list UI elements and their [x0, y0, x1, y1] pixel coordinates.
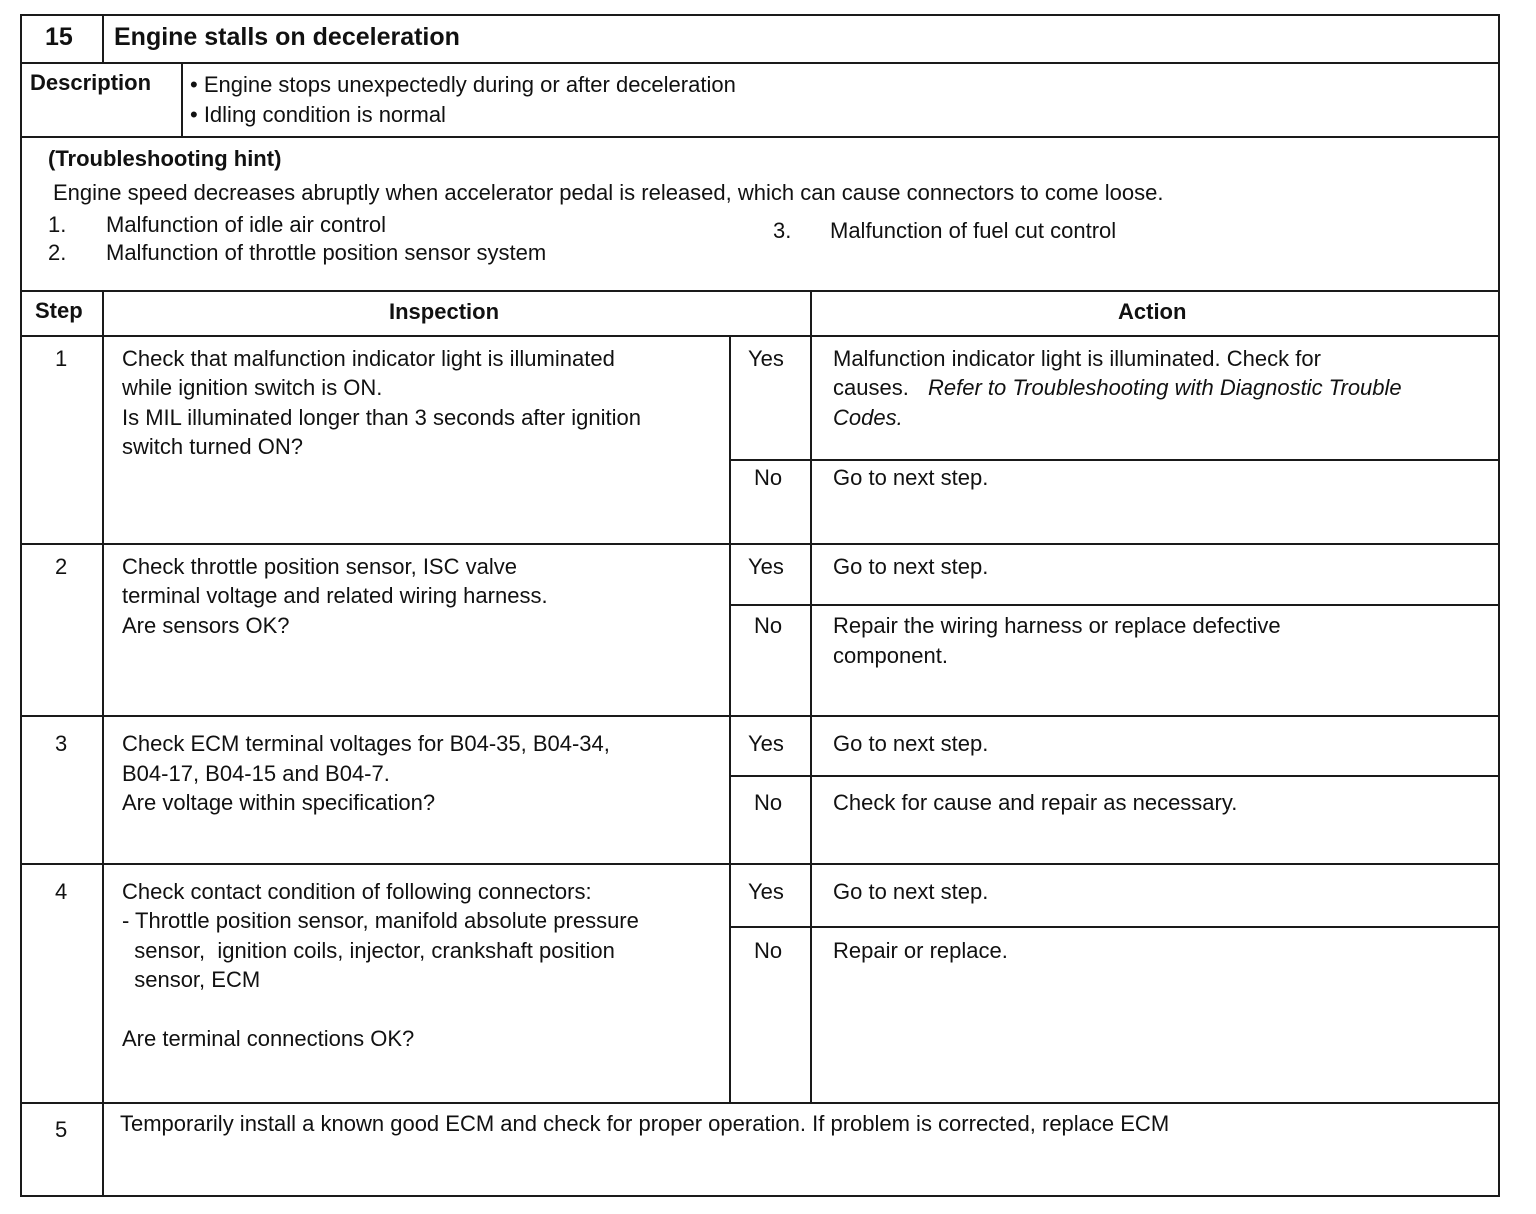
action-text: Check for cause and repair as necessary.	[833, 790, 1238, 815]
no-label: No	[754, 465, 783, 490]
step2-row-bottom	[20, 715, 1500, 717]
action-text: Repair the wiring harness or replace defective	[833, 613, 1281, 638]
step-number: 4	[55, 879, 68, 904]
border-top	[20, 14, 1500, 16]
cause-text: Malfunction of idle air control	[106, 212, 387, 237]
description-row-bottom	[20, 136, 1500, 138]
title-divider	[102, 14, 104, 64]
step-number: 2	[55, 554, 68, 579]
inspection-text: terminal voltage and related wiring harness.	[122, 583, 548, 608]
inspection-text: sensor, ignition coils, injector, crankshaft position	[122, 938, 615, 963]
cause-text: Malfunction of throttle position sensor system	[106, 240, 547, 265]
action-text: Go to next step.	[833, 879, 989, 904]
yes-label: Yes	[748, 731, 784, 756]
no-label: No	[754, 613, 783, 638]
description-bullet: • Engine stops unexpectedly during or after deceleration	[190, 72, 736, 97]
inspection-text: Is MIL illuminated longer than 3 seconds after ignition	[122, 405, 641, 430]
step1-row-bottom	[20, 543, 1500, 545]
description-label: Description	[30, 70, 152, 95]
action-text: causes.	[833, 375, 909, 400]
inspection-text: Are voltage within specification?	[122, 790, 436, 815]
no-label: No	[754, 938, 783, 963]
step4-yes-no-divider	[729, 926, 1500, 928]
step3-yes-no-divider	[729, 775, 1500, 777]
step-number: 5	[55, 1117, 68, 1142]
no-label: No	[754, 790, 783, 815]
column-header-step: Step	[35, 298, 83, 323]
inspection-text: Check ECM terminal voltages for B04-35, B04-34,	[122, 731, 610, 756]
inspection-text: while ignition switch is ON.	[122, 375, 383, 400]
inspection-text: - Throttle position sensor, manifold absolute pressure	[122, 908, 639, 933]
description-bullet: • Idling condition is normal	[190, 102, 446, 127]
yes-label: Yes	[748, 879, 784, 904]
action-text: Go to next step.	[833, 731, 989, 756]
inspection-text: Temporarily install a known good ECM and check for proper operation. If problem is corrected, replace ECM	[120, 1111, 1170, 1136]
yes-label: Yes	[748, 346, 784, 371]
action-text: Malfunction indicator light is illuminated. Check for	[833, 346, 1321, 371]
border-left	[20, 14, 22, 1197]
action-reference: Codes.	[833, 405, 903, 430]
description-divider	[181, 62, 183, 138]
section-number: 15	[45, 23, 73, 51]
step2-yes-no-divider	[729, 604, 1500, 606]
column-header-inspection: Inspection	[389, 299, 500, 324]
step4-row-bottom	[20, 1102, 1500, 1104]
inspection-text: sensor, ECM	[122, 967, 261, 992]
inspection-text: Are sensors OK?	[122, 613, 290, 638]
inspection-text: switch turned ON?	[122, 434, 303, 459]
action-text: Go to next step.	[833, 465, 989, 490]
hint-row-bottom	[20, 290, 1500, 292]
action-text: Repair or replace.	[833, 938, 1008, 963]
step-column-line	[102, 290, 104, 1197]
step3-row-bottom	[20, 863, 1500, 865]
cause-text: Malfunction of fuel cut control	[830, 218, 1117, 243]
inspection-text: Are terminal connections OK?	[122, 1026, 415, 1051]
hint-text: Engine speed decreases abruptly when accelerator pedal is released, which can cause connectors to come loose.	[53, 180, 1164, 205]
cause-number: 1.	[48, 212, 67, 237]
inspection-text: Check contact condition of following connectors:	[122, 879, 592, 904]
cause-number: 2.	[48, 240, 67, 265]
step-number: 1	[55, 346, 68, 371]
step1-yes-no-divider	[729, 459, 1500, 461]
action-text: Go to next step.	[833, 554, 989, 579]
step-number: 3	[55, 731, 68, 756]
yesno-column-line	[729, 336, 731, 1104]
page-title: Engine stalls on deceleration	[114, 23, 460, 51]
yes-label: Yes	[748, 554, 784, 579]
inspection-text: Check throttle position sensor, ISC valve	[122, 554, 517, 579]
border-bottom	[20, 1195, 1500, 1197]
table-header-bottom	[20, 335, 1500, 337]
title-row-bottom	[20, 62, 1500, 64]
cause-number: 3.	[773, 218, 792, 243]
column-header-action: Action	[1118, 299, 1187, 324]
action-text: component.	[833, 643, 948, 668]
hint-heading: (Troubleshooting hint)	[48, 146, 282, 171]
inspection-text: B04-17, B04-15 and B04-7.	[122, 761, 390, 786]
inspection-text: Check that malfunction indicator light is illuminated	[122, 346, 615, 371]
action-reference: Refer to Troubleshooting with Diagnostic Trouble	[928, 375, 1402, 400]
action-column-line	[810, 290, 812, 1104]
